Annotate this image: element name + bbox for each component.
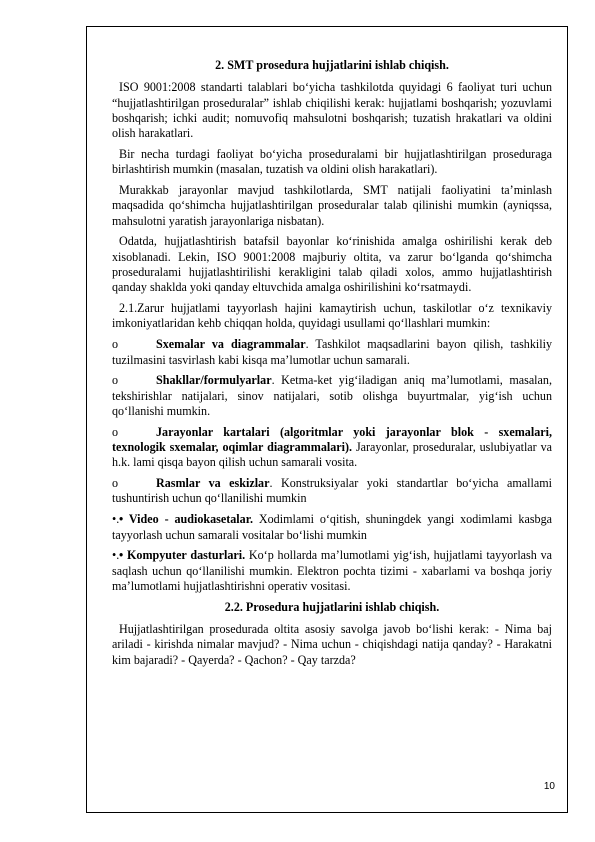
paragraph-3: Murakkab jarayonlar mavjud tashkilotlarda, SMT natijali faoliyatini ta’minlash maqsadida qo‘shimcha hujjatlashtirilgan proseduralar talab qilinishi mumkin (ayniqssa, mahsulotni yaratish jarayonlariga nisbatan). xyxy=(112,183,552,228)
list-item-title: Shakllar/formulyarlar xyxy=(156,373,272,388)
document-body xyxy=(112,58,552,673)
list-item-text: . Ketma-ket yig‘iladigan aniq ma’lumotlami, masalan, tekshirishlar natijalari, sinov natijalari, sotib olishga buyurtmalar, yig‘ish uchun qo‘llanishi mumkin. xyxy=(112,373,552,418)
bullet-marker: o xyxy=(112,337,119,352)
list-item-text: Jarayonlar, proseduralar, uslubiyatlar va h.k. lami qisqa bayon qilish uchun samarali vosita. xyxy=(112,440,552,470)
list-item-process-maps xyxy=(112,425,552,471)
list-item-text: . Tashkilot maqsadlarini bayon qilish, tashkiliy tuzilmasini tasvirlash kabi kisqa ma’lumotlar uchun samarali. xyxy=(112,337,552,367)
paragraph-5: 2.1.Zarur hujjatlami tayyorlash hajini kamaytirish uchun, taskilotlar o‘z texnikaviy imkoniyatlaridan kehb chiqqan holda, quyidagi usullami qo‘llashlari mumkin: xyxy=(112,301,552,331)
paragraph-6: Hujjatlashtirilgan prosedurada oltita asosiy savolga javob bo‘lishi kerak: - Nima baj ariladi - kirishda nimalar mavjud? - Nima uchun - chiqishdagi natija qanday? - Harakatni kim bajaradi? - Qayerda? - Qachon? - Qay tarzda? xyxy=(112,622,552,667)
bullet-marker: •. xyxy=(112,512,120,527)
paragraph-1: ISO 9001:2008 standarti talablari bo‘yicha tashkilotda quyidagi 6 faoliyat turi uchun “hujjatlashtirilgan proseduralar” ishlab chiqilishi kerak: hujjatlami boshqarish; yozuvlami boshqarish; ichki audit; nomuvofiq mahsulotni boshqarish; tuzatish hrakatlari va oldini olish harakatlari. xyxy=(112,80,552,141)
list-item-schemes xyxy=(112,337,552,368)
bullet-marker: o xyxy=(112,476,119,491)
list-item-text: . Konstruksiyalar yoki standartlar bo‘yicha amallami tushuntirish uchun qo‘llanilishi mumkin xyxy=(112,476,552,506)
list-item-title: Jarayonlar kartalari (algoritmlar yoki jarayonlar blok - sxemalari, texnologik sxemalar, oqimlar diagrammalari). xyxy=(112,424,552,455)
list-item-text: Ko‘p hollarda ma’lumotlami yig‘ish, hujjatlami tayyorlash va saqlash uchun qo‘llanilishi mumkin. Elektron pochta tizimi - xabarlami va boshqa joriy ma’lumotlami hujjatlashtirishni operativ vositasi. xyxy=(112,548,552,593)
section-heading-2-2: 2.2. Prosedura hujjatlarini ishlab chiqish. xyxy=(224,599,440,614)
list-item-title: • Video - audiokasetalar. xyxy=(119,512,253,527)
section-heading-2: 2. SMT prosedura hujjatlarini ishlab chiqish. xyxy=(215,58,449,72)
bullet-marker: o xyxy=(112,373,119,388)
list-item-forms xyxy=(112,373,552,419)
bullet-marker: o xyxy=(112,424,119,439)
bullet-marker: •. xyxy=(112,548,120,563)
paragraph-4: Odatda, hujjatlashtirish batafsil bayonlar ko‘rinishida amalga oshirilishi kerak deb xisoblanadi. Lekin, ISO 9001:2008 majburiy oltita, va zarur bo‘lganda qo‘shimcha proseduralami hujjatlashtirilishi kerakligini talab qiladi xolos, ammo hujjatlashtirish qanday shaklda yoki qanday eltuvchida amalga oshirilishini ko‘rsatmaydi. xyxy=(112,234,552,295)
paragraph-2: Bir necha turdagi faoliyat bo‘yicha proseduralami bir hujjatlashtirilgan proseduraga birlashtirish mumkin (masalan, tuzatish va oldini olish harakatlari). xyxy=(112,146,552,177)
list-item-software xyxy=(112,548,552,594)
list-item-title: Rasmlar va eskizlar xyxy=(156,476,270,491)
list-item-title: Sxemalar va diagrammalar xyxy=(156,337,306,352)
list-item-video xyxy=(112,512,552,543)
list-item-title: • Kompyuter dasturlari. xyxy=(119,548,246,563)
list-item-text: Xodimlami o‘qitish, shuningdek yangi xodimlami kasbga tayyorlash uchun samarali vositalar bo‘lishi mumkin xyxy=(112,512,552,542)
list-item-drawings xyxy=(112,476,552,507)
page-number: 10 xyxy=(543,781,555,792)
